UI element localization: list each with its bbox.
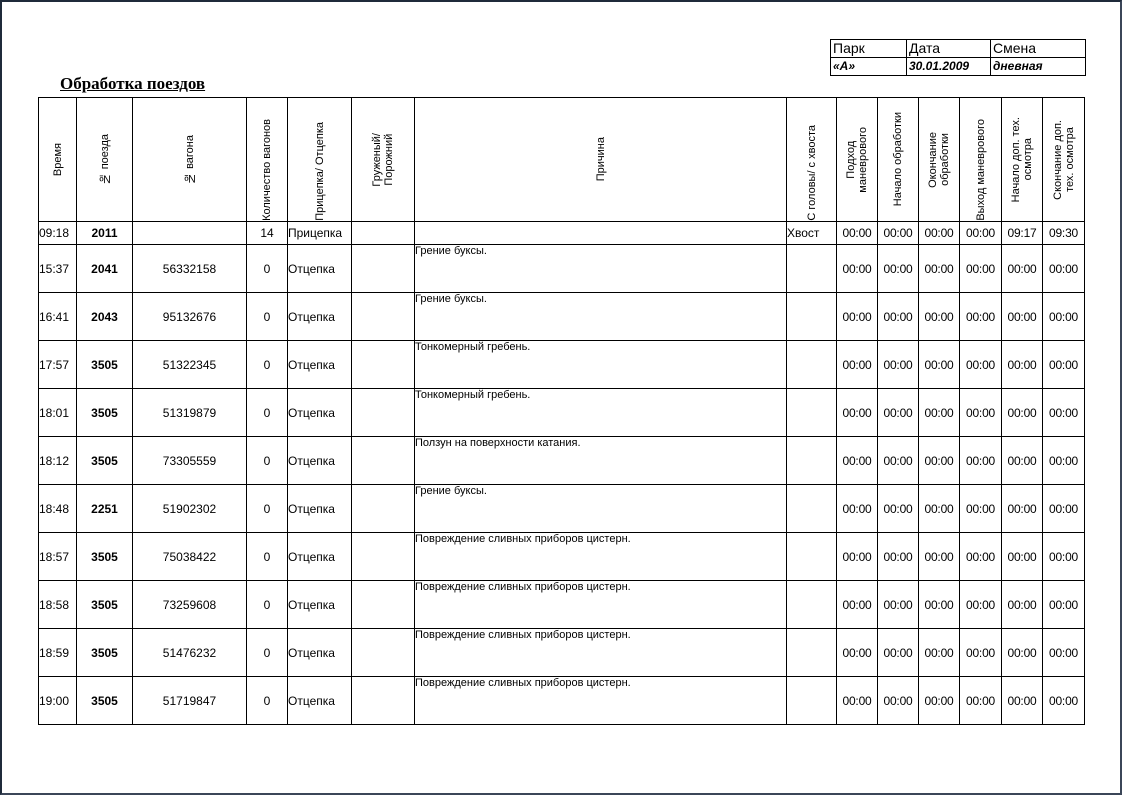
table-header-row <box>39 98 1085 222</box>
cell-processing-end: 00:00 <box>919 677 960 725</box>
cell-loaded <box>352 222 415 245</box>
cell-reason: Грение буксы. <box>415 293 787 341</box>
cell-wagon: 51322345 <box>133 341 247 389</box>
cell-loaded <box>352 485 415 533</box>
table-row <box>39 341 1085 389</box>
cell-processing-end: 00:00 <box>919 485 960 533</box>
cell-reason: Повреждение сливных приборов цистерн. <box>415 677 787 725</box>
cell-reason: Повреждение сливных приборов цистерн. <box>415 581 787 629</box>
cell-time: 18:12 <box>39 437 77 485</box>
cell-processing-end: 00:00 <box>919 293 960 341</box>
cell-count: 0 <box>247 245 288 293</box>
cell-time: 18:58 <box>39 581 77 629</box>
cell-reason: Повреждение сливных приборов цистерн. <box>415 533 787 581</box>
cell-wagon: 51476232 <box>133 629 247 677</box>
cell-shunting-arrival: 00:00 <box>837 581 878 629</box>
cell-processing-end: 00:00 <box>919 341 960 389</box>
cell-wagon: 73305559 <box>133 437 247 485</box>
cell-loaded <box>352 629 415 677</box>
cell-loaded <box>352 677 415 725</box>
cell-couple: Отцепка <box>288 389 352 437</box>
cell-extra-end: 00:00 <box>1043 485 1085 533</box>
cell-processing-start: 00:00 <box>878 629 919 677</box>
cell-time: 18:59 <box>39 629 77 677</box>
cell-count: 0 <box>247 533 288 581</box>
table-row <box>39 533 1085 581</box>
cell-extra-end: 00:00 <box>1043 293 1085 341</box>
cell-side <box>787 629 837 677</box>
col-header-extra-start: Начало доп. тех. осмотра <box>1002 98 1043 222</box>
cell-side <box>787 389 837 437</box>
cell-processing-start: 00:00 <box>878 245 919 293</box>
cell-count: 0 <box>247 677 288 725</box>
cell-time: 18:48 <box>39 485 77 533</box>
cell-shunting-exit: 00:00 <box>960 389 1002 437</box>
cell-count: 0 <box>247 389 288 437</box>
cell-reason: Тонкомерный гребень. <box>415 389 787 437</box>
cell-processing-start: 00:00 <box>878 437 919 485</box>
shift-value: дневная <box>991 58 1086 76</box>
cell-train: 2043 <box>77 293 133 341</box>
cell-processing-start: 00:00 <box>878 293 919 341</box>
cell-wagon: 56332158 <box>133 245 247 293</box>
cell-wagon: 95132676 <box>133 293 247 341</box>
table-row <box>39 245 1085 293</box>
cell-time: 18:57 <box>39 533 77 581</box>
park-value: «А» <box>831 58 907 76</box>
cell-wagon: 51719847 <box>133 677 247 725</box>
cell-processing-start: 00:00 <box>878 222 919 245</box>
cell-couple: Отцепка <box>288 581 352 629</box>
cell-shunting-exit: 00:00 <box>960 293 1002 341</box>
cell-train: 3505 <box>77 629 133 677</box>
col-header-shunting-exit: Выход маневрового <box>960 98 1002 222</box>
table-row <box>39 485 1085 533</box>
cell-shunting-arrival: 00:00 <box>837 677 878 725</box>
cell-train: 3505 <box>77 437 133 485</box>
col-header-wagon-no: № вагона <box>133 98 247 222</box>
cell-count: 0 <box>247 341 288 389</box>
cell-wagon <box>133 222 247 245</box>
cell-processing-start: 00:00 <box>878 677 919 725</box>
col-header-wagon-count: Количество вагонов <box>247 98 288 222</box>
cell-shunting-exit: 00:00 <box>960 245 1002 293</box>
cell-loaded <box>352 341 415 389</box>
cell-processing-start: 00:00 <box>878 341 919 389</box>
cell-count: 0 <box>247 581 288 629</box>
cell-extra-start: 00:00 <box>1002 533 1043 581</box>
table-row <box>39 581 1085 629</box>
table-row <box>39 437 1085 485</box>
cell-shunting-arrival: 00:00 <box>837 222 878 245</box>
cell-shunting-arrival: 00:00 <box>837 245 878 293</box>
cell-loaded <box>352 245 415 293</box>
cell-processing-end: 00:00 <box>919 389 960 437</box>
cell-shunting-exit: 00:00 <box>960 437 1002 485</box>
cell-train: 2251 <box>77 485 133 533</box>
cell-reason: Ползун на поверхности катания. <box>415 437 787 485</box>
cell-couple: Отцепка <box>288 629 352 677</box>
cell-couple: Отцепка <box>288 533 352 581</box>
cell-shunting-exit: 00:00 <box>960 629 1002 677</box>
cell-reason: Тонкомерный гребень. <box>415 341 787 389</box>
date-value: 30.01.2009 <box>907 58 991 76</box>
table-row <box>39 629 1085 677</box>
table-row <box>39 389 1085 437</box>
col-header-train-no: № поезда <box>77 98 133 222</box>
cell-side <box>787 677 837 725</box>
cell-extra-end: 00:00 <box>1043 581 1085 629</box>
cell-wagon: 75038422 <box>133 533 247 581</box>
cell-train: 3505 <box>77 341 133 389</box>
cell-shunting-arrival: 00:00 <box>837 341 878 389</box>
cell-shunting-exit: 00:00 <box>960 581 1002 629</box>
cell-processing-start: 00:00 <box>878 485 919 533</box>
cell-time: 15:37 <box>39 245 77 293</box>
cell-count: 0 <box>247 437 288 485</box>
col-header-loaded: Груженый/ Порожний <box>352 98 415 222</box>
cell-reason: Грение буксы. <box>415 485 787 533</box>
cell-shunting-exit: 00:00 <box>960 533 1002 581</box>
cell-train: 2041 <box>77 245 133 293</box>
cell-train: 2011 <box>77 222 133 245</box>
cell-count: 0 <box>247 485 288 533</box>
cell-side <box>787 293 837 341</box>
col-header-couple: Прицепка/ Отцепка <box>288 98 352 222</box>
cell-reason: Грение буксы. <box>415 245 787 293</box>
cell-side <box>787 533 837 581</box>
col-header-extra-end: Скончание доп. тех. осмотра <box>1043 98 1085 222</box>
cell-extra-start: 00:00 <box>1002 581 1043 629</box>
cell-shunting-exit: 00:00 <box>960 677 1002 725</box>
cell-shunting-arrival: 00:00 <box>837 485 878 533</box>
col-header-time: Время <box>39 98 77 222</box>
col-header-processing-start: Начало обработки <box>878 98 919 222</box>
col-header-shunting-arrival: Подход маневрового <box>837 98 878 222</box>
table-row <box>39 677 1085 725</box>
cell-shunting-exit: 00:00 <box>960 222 1002 245</box>
date-label: Дата <box>907 40 991 58</box>
document-title: Обработка поездов <box>60 74 206 93</box>
cell-wagon: 51319879 <box>133 389 247 437</box>
cell-shunting-exit: 00:00 <box>960 341 1002 389</box>
cell-processing-end: 00:00 <box>919 629 960 677</box>
cell-extra-start: 00:00 <box>1002 629 1043 677</box>
cell-wagon: 73259608 <box>133 581 247 629</box>
cell-side <box>787 437 837 485</box>
cell-side: Хвост <box>787 222 837 245</box>
col-header-side: С головы/ с хвоста <box>787 98 837 222</box>
cell-processing-end: 00:00 <box>919 222 960 245</box>
cell-processing-end: 00:00 <box>919 245 960 293</box>
trains-table <box>38 97 1085 725</box>
shift-label: Смена <box>991 40 1086 58</box>
table-row <box>39 293 1085 341</box>
cell-loaded <box>352 581 415 629</box>
cell-extra-end: 00:00 <box>1043 533 1085 581</box>
cell-extra-start: 00:00 <box>1002 389 1043 437</box>
cell-processing-end: 00:00 <box>919 533 960 581</box>
cell-couple: Отцепка <box>288 293 352 341</box>
cell-extra-end: 00:00 <box>1043 437 1085 485</box>
cell-extra-start: 09:17 <box>1002 222 1043 245</box>
cell-processing-start: 00:00 <box>878 581 919 629</box>
cell-time: 09:18 <box>39 222 77 245</box>
cell-extra-end: 00:00 <box>1043 389 1085 437</box>
cell-time: 17:57 <box>39 341 77 389</box>
cell-couple: Отцепка <box>288 341 352 389</box>
cell-processing-end: 00:00 <box>919 581 960 629</box>
cell-side <box>787 341 837 389</box>
cell-shunting-exit: 00:00 <box>960 485 1002 533</box>
cell-side <box>787 581 837 629</box>
cell-extra-end: 00:00 <box>1043 629 1085 677</box>
cell-processing-start: 00:00 <box>878 533 919 581</box>
cell-shunting-arrival: 00:00 <box>837 437 878 485</box>
col-header-processing-end: Окончание обработки <box>919 98 960 222</box>
cell-extra-start: 00:00 <box>1002 677 1043 725</box>
cell-reason: Повреждение сливных приборов цистерн. <box>415 629 787 677</box>
cell-time: 19:00 <box>39 677 77 725</box>
cell-train: 3505 <box>77 389 133 437</box>
cell-train: 3505 <box>77 533 133 581</box>
cell-wagon: 51902302 <box>133 485 247 533</box>
cell-loaded <box>352 437 415 485</box>
cell-extra-start: 00:00 <box>1002 293 1043 341</box>
cell-loaded <box>352 293 415 341</box>
cell-train: 3505 <box>77 581 133 629</box>
cell-extra-start: 00:00 <box>1002 485 1043 533</box>
cell-couple: Прицепка <box>288 222 352 245</box>
cell-couple: Отцепка <box>288 245 352 293</box>
cell-reason <box>415 222 787 245</box>
cell-shunting-arrival: 00:00 <box>837 533 878 581</box>
col-header-reason: Причина <box>415 98 787 222</box>
cell-extra-start: 00:00 <box>1002 245 1043 293</box>
cell-extra-end: 00:00 <box>1043 677 1085 725</box>
cell-extra-end: 00:00 <box>1043 341 1085 389</box>
cell-shunting-arrival: 00:00 <box>837 629 878 677</box>
cell-shunting-arrival: 00:00 <box>837 389 878 437</box>
cell-couple: Отцепка <box>288 437 352 485</box>
table-row <box>39 222 1085 245</box>
cell-train: 3505 <box>77 677 133 725</box>
cell-extra-start: 00:00 <box>1002 437 1043 485</box>
cell-processing-end: 00:00 <box>919 437 960 485</box>
cell-couple: Отцепка <box>288 485 352 533</box>
cell-extra-start: 00:00 <box>1002 341 1043 389</box>
cell-couple: Отцепка <box>288 677 352 725</box>
cell-extra-end: 09:30 <box>1043 222 1085 245</box>
cell-loaded <box>352 533 415 581</box>
park-label: Парк <box>831 40 907 58</box>
cell-processing-start: 00:00 <box>878 389 919 437</box>
cell-count: 14 <box>247 222 288 245</box>
cell-extra-end: 00:00 <box>1043 245 1085 293</box>
cell-time: 18:01 <box>39 389 77 437</box>
cell-side <box>787 485 837 533</box>
shift-info-table <box>830 39 1086 76</box>
cell-shunting-arrival: 00:00 <box>837 293 878 341</box>
cell-count: 0 <box>247 629 288 677</box>
cell-side <box>787 245 837 293</box>
cell-loaded <box>352 389 415 437</box>
cell-count: 0 <box>247 293 288 341</box>
cell-time: 16:41 <box>39 293 77 341</box>
